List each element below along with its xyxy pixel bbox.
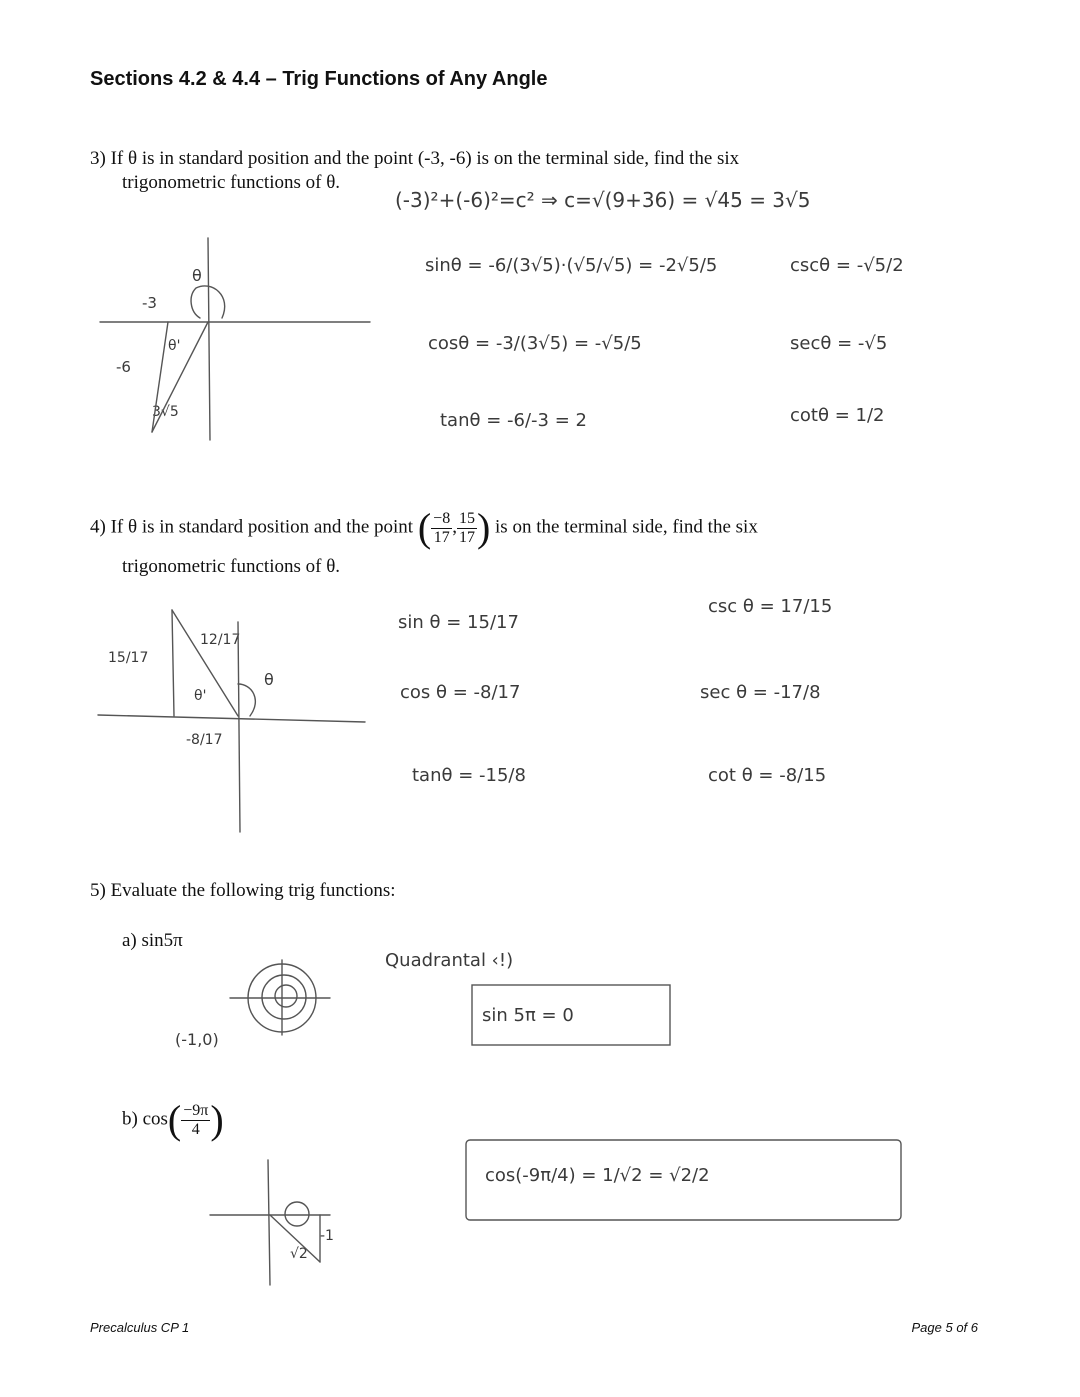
q3-pythagorean-work: (-3)²+(-6)²=c² ⇒ c=√(9+36) = √45 = 3√5 [395,188,811,212]
q5a-label: a) sin5π [122,930,183,951]
q4-x-denominator: 17 [433,528,450,546]
q5a-answer-box [472,985,670,1045]
q4-sketch-opp-label: 15/17 [108,650,149,666]
q4-sketch-adj-label: -8/17 [186,732,223,748]
q5b-close-paren: ) [210,1097,224,1142]
q4-x-numerator: −8 [433,509,451,527]
q3-cos-work: cosθ = -3/(3√5) = -√5/5 [428,333,642,354]
q4-prompt-line2: trigonometric functions of θ. [122,556,341,577]
q3-sketch-y-label: -6 [116,358,131,376]
q3-tan-work: tanθ = -6/-3 = 2 [440,410,587,431]
q5b-y-axis [268,1160,270,1285]
q5b-answer: cos(-9π/4) = 1/√2 = √2/2 [485,1165,710,1186]
q3-sketch-x-label: -3 [142,294,157,312]
q5a-answer: sin 5π = 0 [482,1005,574,1026]
q5b-answer-box [466,1140,901,1220]
q3-sec-work: secθ = -√5 [790,333,888,354]
q4-comma: , [452,516,457,538]
q5b-label: b) cos [122,1108,168,1130]
q4-suffix: is on the terminal side, find the six [495,516,758,538]
q3-sketch-hyp-label: 3√5 [152,404,179,420]
q3-sin-work: sinθ = -6/(3√5)·(√5/√5) = -2√5/5 [425,255,718,276]
q3-prompt-line1: 3) If θ is in standard position and the point (-3, -6) is on the terminal side, find the six [90,148,740,169]
q4-x-axis [98,715,365,722]
q5b-sketch-neg1: -1 [320,1228,334,1244]
q5b-numerator: −9π [183,1101,209,1119]
q4-tan-work: tanθ = -15/8 [412,765,526,786]
q5a-spiral-inner [275,985,297,1007]
q4-prefix: 4) If θ is in standard position and the point [90,516,414,538]
q5-prompt: 5) Evaluate the following trig functions: [90,880,396,901]
footer-course: Precalculus CP 1 [90,1320,190,1335]
q5b-sketch-sqrt2: √2 [290,1246,308,1262]
q5a-spiral-mid [262,975,306,1019]
q4-sketch-hyp-label: 12/17 [200,632,241,648]
q4-sec-work: sec θ = -17/8 [700,682,821,703]
page-title: Sections 4.2 & 4.4 – Trig Functions of Any Angle [90,68,548,90]
q5b-open-paren: ( [167,1097,182,1142]
q3-sketch-ref-angle: θ' [168,338,181,354]
q4-sin-work: sin θ = 15/17 [398,612,519,633]
q5a-work-quadrantal: Quadrantal ‹!) [385,950,514,971]
q5b-denominator: 4 [191,1120,200,1138]
q4-terminal-side [172,610,241,716]
q3-prompt-line2: trigonometric functions of θ. [122,172,341,193]
q4-sketch-ref-angle: θ' [194,688,207,704]
q5b-terminal-side [270,1215,320,1262]
q4-close-paren: ) [476,505,491,550]
q3-sketch-theta: θ [192,266,202,285]
q4-open-paren: ( [417,505,432,550]
q4-cos-work: cos θ = -8/17 [400,682,521,703]
q4-sketch-theta: θ [264,670,274,689]
q4-angle-arc [238,684,255,716]
q3-cot-work: cotθ = 1/2 [790,405,885,426]
q4-cot-work: cot θ = -8/15 [708,765,827,786]
q4-y-denominator: 17 [458,528,475,546]
q4-opposite-side [172,610,174,716]
q5b-spiral [285,1202,309,1226]
q3-y-axis [208,238,210,440]
q3-csc-work: cscθ = -√5/2 [790,255,904,276]
footer-page-number: Page 5 of 6 [911,1320,978,1335]
q4-y-axis [238,622,240,832]
q4-y-numerator: 15 [458,509,475,527]
q5a-point-label: (-1,0) [175,1030,219,1049]
q4-csc-work: csc θ = 17/15 [708,596,833,617]
